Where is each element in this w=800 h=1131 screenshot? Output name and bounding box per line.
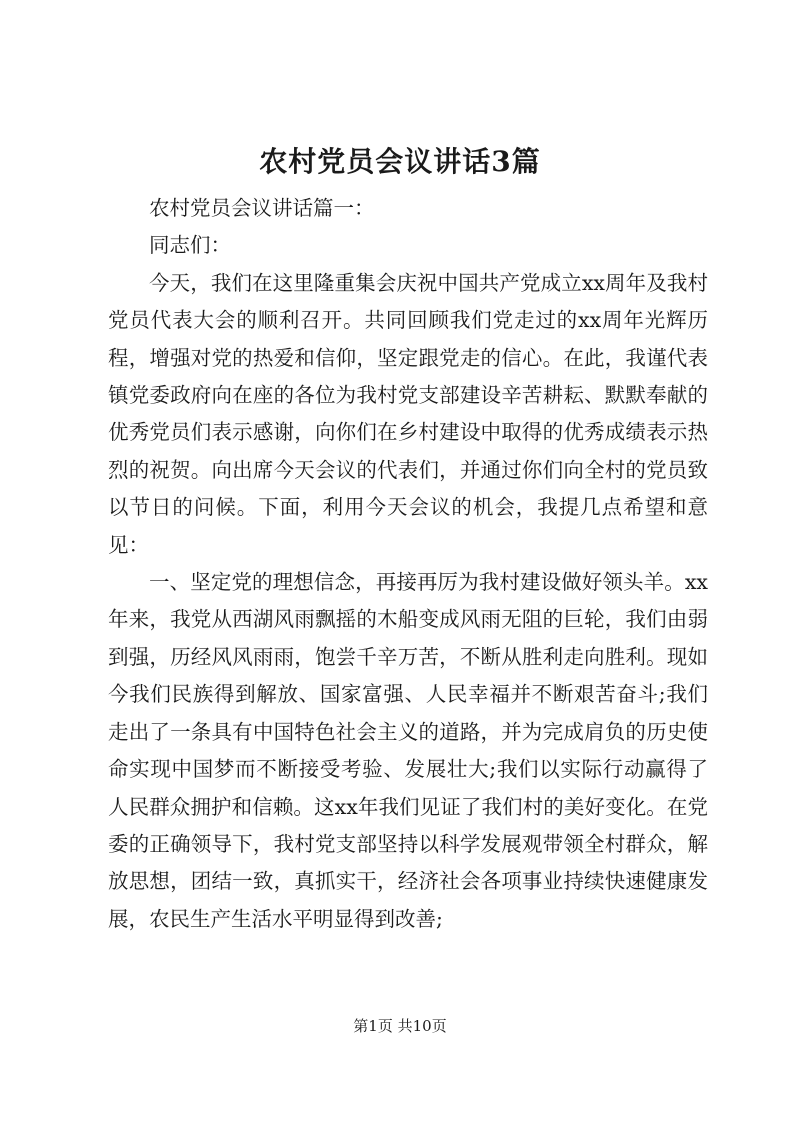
section-heading: 农村党员会议讲话篇一： xyxy=(149,196,375,220)
paragraph-2: 一、坚定党的理想信念，再接再厉为我村建设做好领头羊。xx年来，我党从西湖风雨飘摇的木船变成风雨无阻的巨轮，我们由弱到强，历经风风雨雨，饱尝千辛万苦，不断从胜利走向胜利。现如今我们民族得到解放、国家富强、人民幸福并不断艰苦奋斗;我们走出了一条具有中国特色社会主义的道路，并为完成肩负的历史使命实现中国梦而不断接受考验、发展壮大;我们以实际行动赢得了人民群众拥护和信赖。这xx年我们见证了我们村的美好变化。在党委的正确领导下，我村党支部坚持以科学发展观带领全村群众，解放思想，团结一致，真抓实干，经济社会各项事业持续快速健康发展，农民生产生活水平明显得到改善; xyxy=(108,570,708,931)
document-body xyxy=(108,190,708,938)
salutation: 同志们： xyxy=(149,233,231,258)
document-title: 农村党员会议讲话3篇 xyxy=(259,145,541,178)
page-footer: 第1页 共10页 xyxy=(353,1017,447,1035)
paragraph-1: 今天，我们在这里隆重集会庆祝中国共产党成立xx周年及我村党员代表大会的顺利召开。共同回顾我们党走过的xx周年光辉历程，增强对党的热爱和信仰，坚定跟党走的信心。在此，我谨代表镇党委政府向在座的各位为我村党支部建设辛苦耕耘、默默奉献的优秀党员们表示感谢，向你们在乡村建设中取得的优秀成绩表示热烈的祝贺。向出席今天会议的代表们，并通过你们向全村的党员致以节日的问候。下面，利用今天会议的机会，我提几点希望和意见： xyxy=(108,270,708,557)
